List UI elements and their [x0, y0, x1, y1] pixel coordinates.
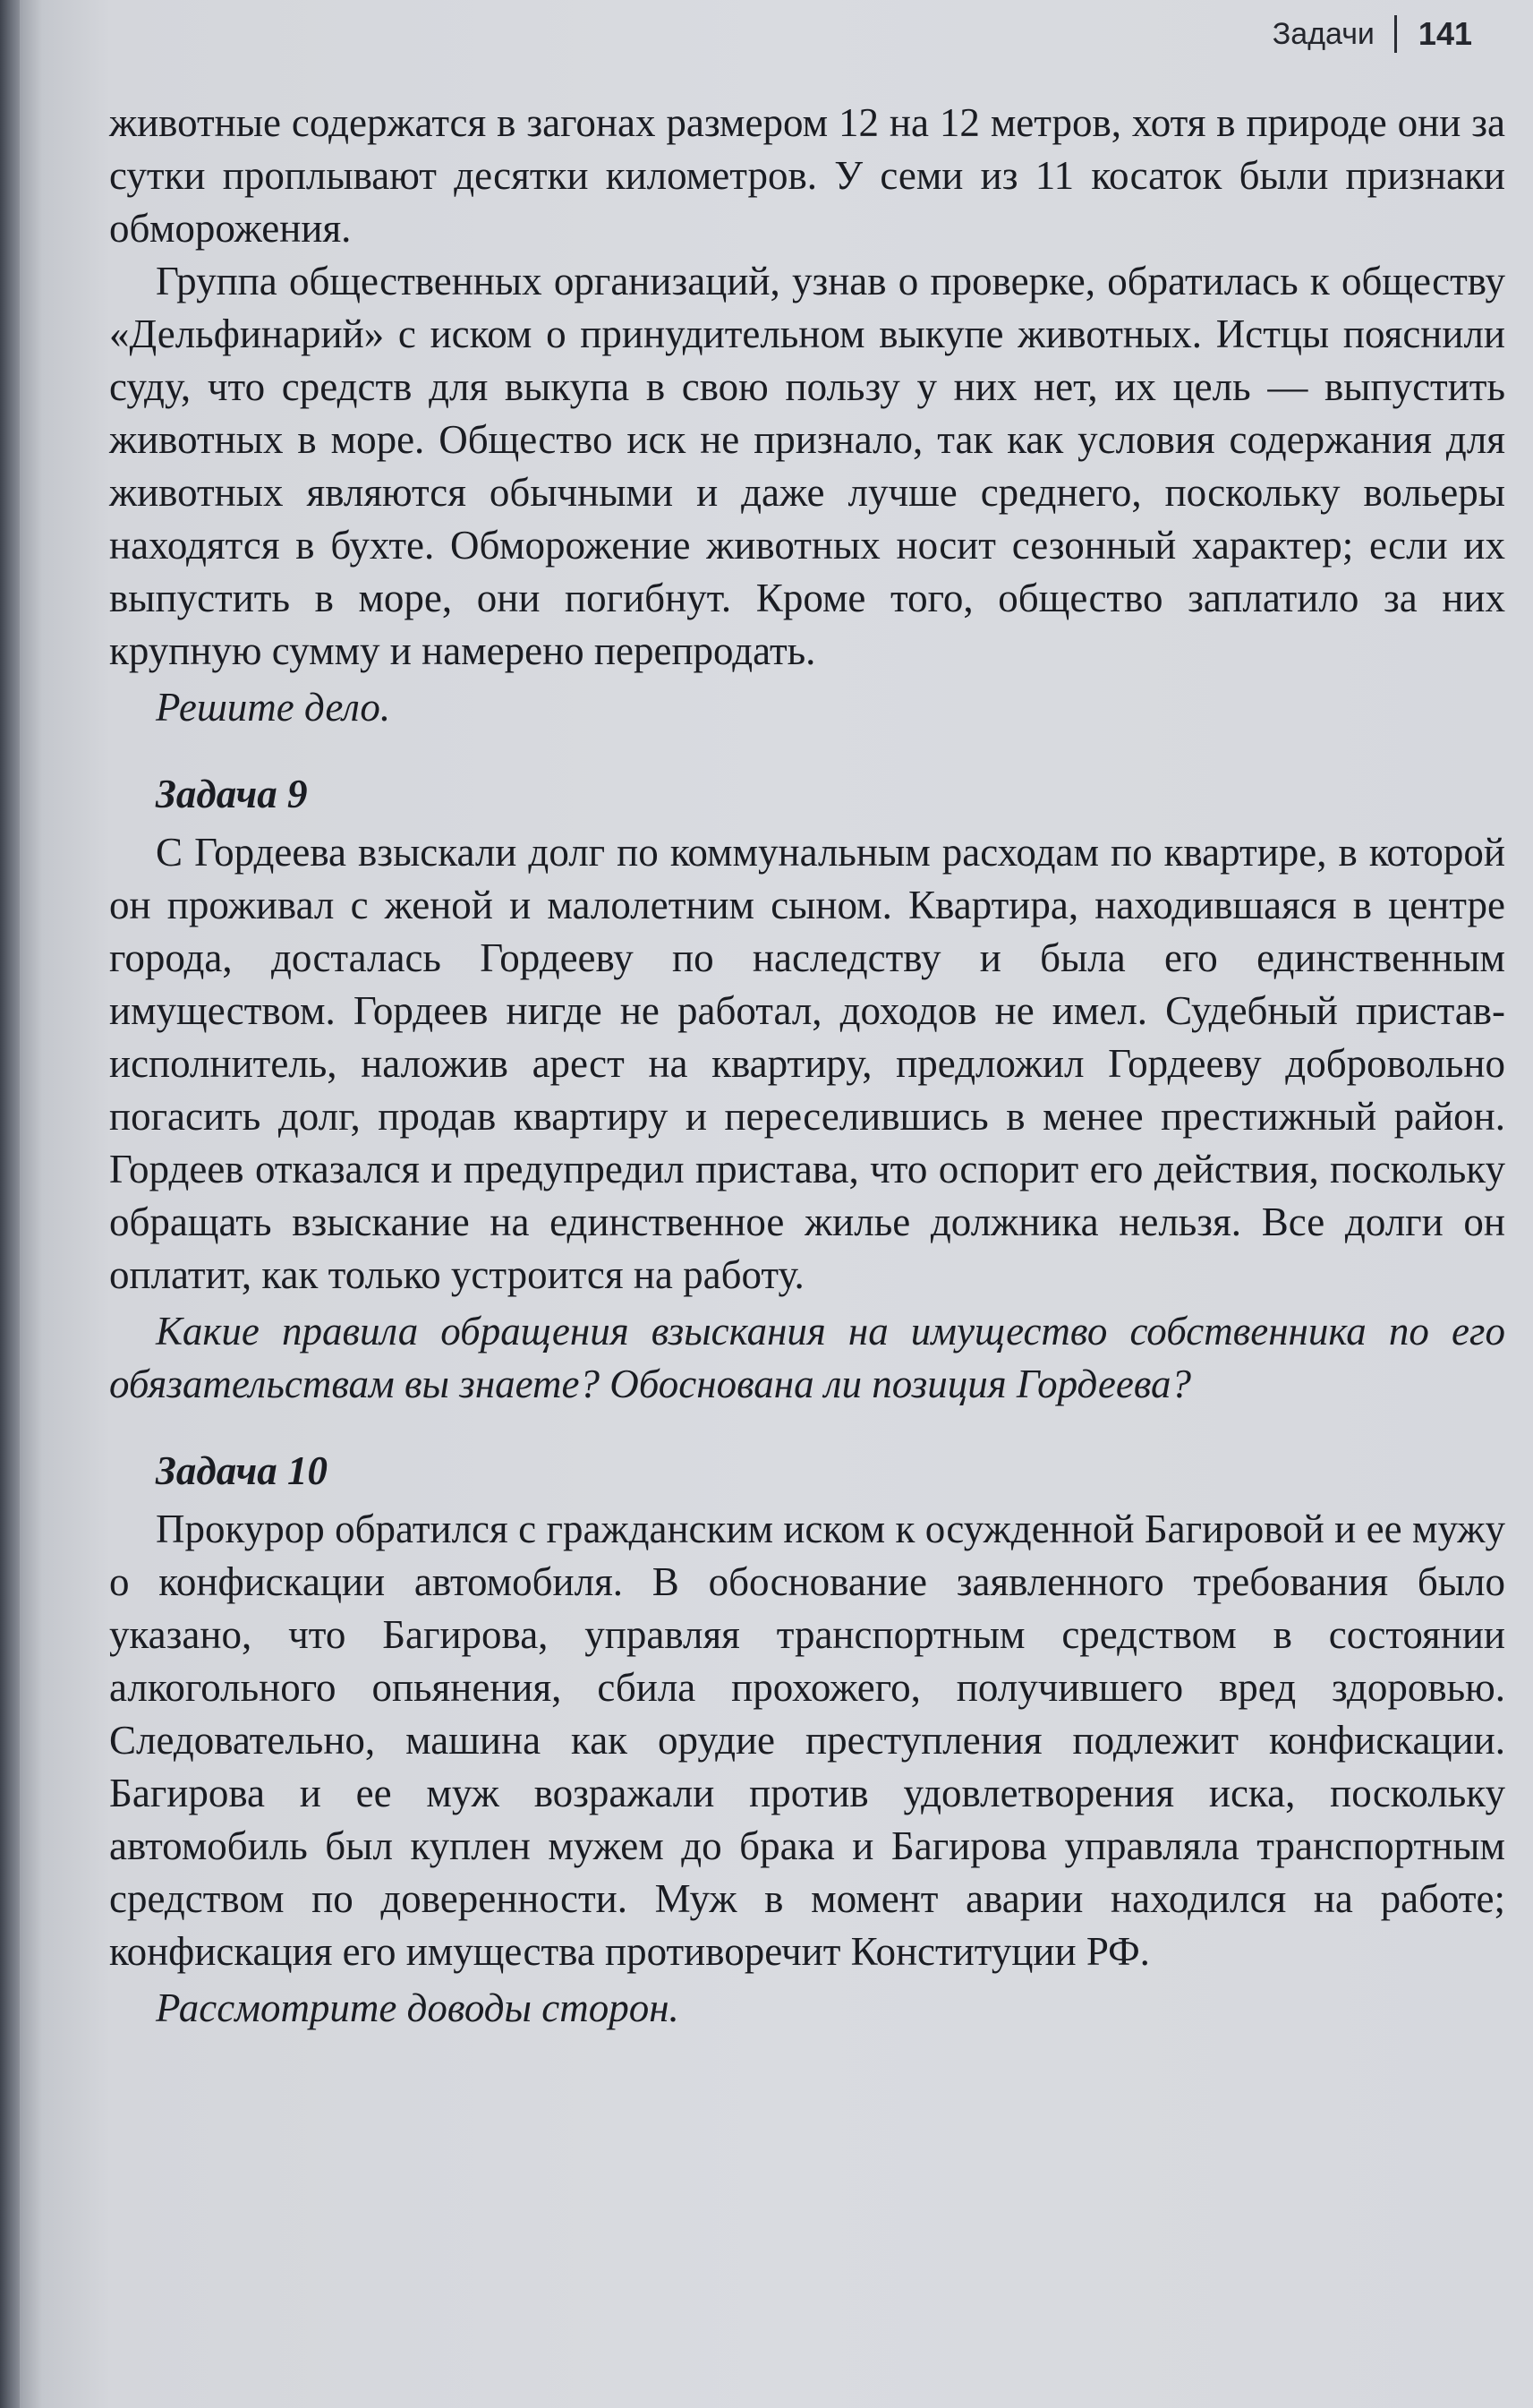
- intro-question: Решите дело.: [156, 685, 391, 730]
- book-page: [20, 0, 1533, 2408]
- page-body: [109, 97, 1505, 2035]
- book-spine-edge: [0, 0, 20, 2408]
- running-head-section: Задачи: [1272, 16, 1375, 51]
- task-10-title: Задача 10: [156, 1448, 328, 1493]
- task-9-text: С Гордеева взыскали долг по коммунальным расходам по квартире, в которой он проживал с женой и малолетним сыном. Квартира, находившаяся в центре города, досталась Гордееву по наследству и была его единственным имуществом. Гордеев нигде не работал, доходов не имел. Судебный пристав-исполнитель, наложив арест на квартиру, предложил Гордееву добровольно погасить долг, продав квартиру и переселившись в менее престижный район. Гордеев отказался и предупредил пристава, что оспорит его действия, поскольку обращать взыскание на единственное жилье должника нельзя. Все долги он оплатит, как только устроится на работу.: [109, 830, 1505, 1297]
- task-9-question: Какие правила обращения взыскания на имущество собственника по его обязательствам вы знаете? Обоснована ли позиция Гордеева?: [109, 1309, 1505, 1406]
- task-10-question: Рассмотрите доводы сторон.: [156, 1985, 679, 2030]
- intro-paragraph-continued: животные содержатся в загонах размером 12 на 12 метров, хотя в природе они за сутки проплывают десятки километров. У семи из 11 косаток были признаки обморожения.: [109, 100, 1505, 251]
- intro-paragraph: Группа общественных организаций, узнав о проверке, обратилась к обществу «Дельфинарий» с иском о принудительном выкупе животных. Истцы пояснили суду, что средств для выкупа в свою пользу у них нет, их цель — выпустить животных в море. Общество иск не признало, так как условия содержания для животных являются обычными и даже лучше среднего, поскольку вольеры находятся в бухте. Обморожение животных носит сезонный характер; если их выпустить в море, они погибнут. Кроме того, общество заплатило за них крупную сумму и намерено перепродать.: [109, 259, 1505, 673]
- task-10-text: Прокурор обратился с гражданским иском к осужденной Багировой и ее мужу о конфискации автомобиля. В обоснование заявленного требования было указано, что Багирова, управляя транспортным средством в состоянии алкогольного опьянения, сбила прохожего, получившего вред здоровью. Следовательно, машина как орудие преступления подлежит конфискации. Багирова и ее муж возражали против удовлетворения иска, поскольку автомобиль был куплен мужем до брака и Багирова управляла транспортным средством по доверенности. Муж в момент аварии находился на работе; конфискация его имущества противоречит Конституции РФ.: [109, 1507, 1505, 1974]
- task-9-title: Задача 9: [156, 772, 308, 816]
- page-number: 141: [1418, 15, 1472, 52]
- running-head: [1273, 7, 1472, 61]
- running-head-divider: [1394, 15, 1397, 53]
